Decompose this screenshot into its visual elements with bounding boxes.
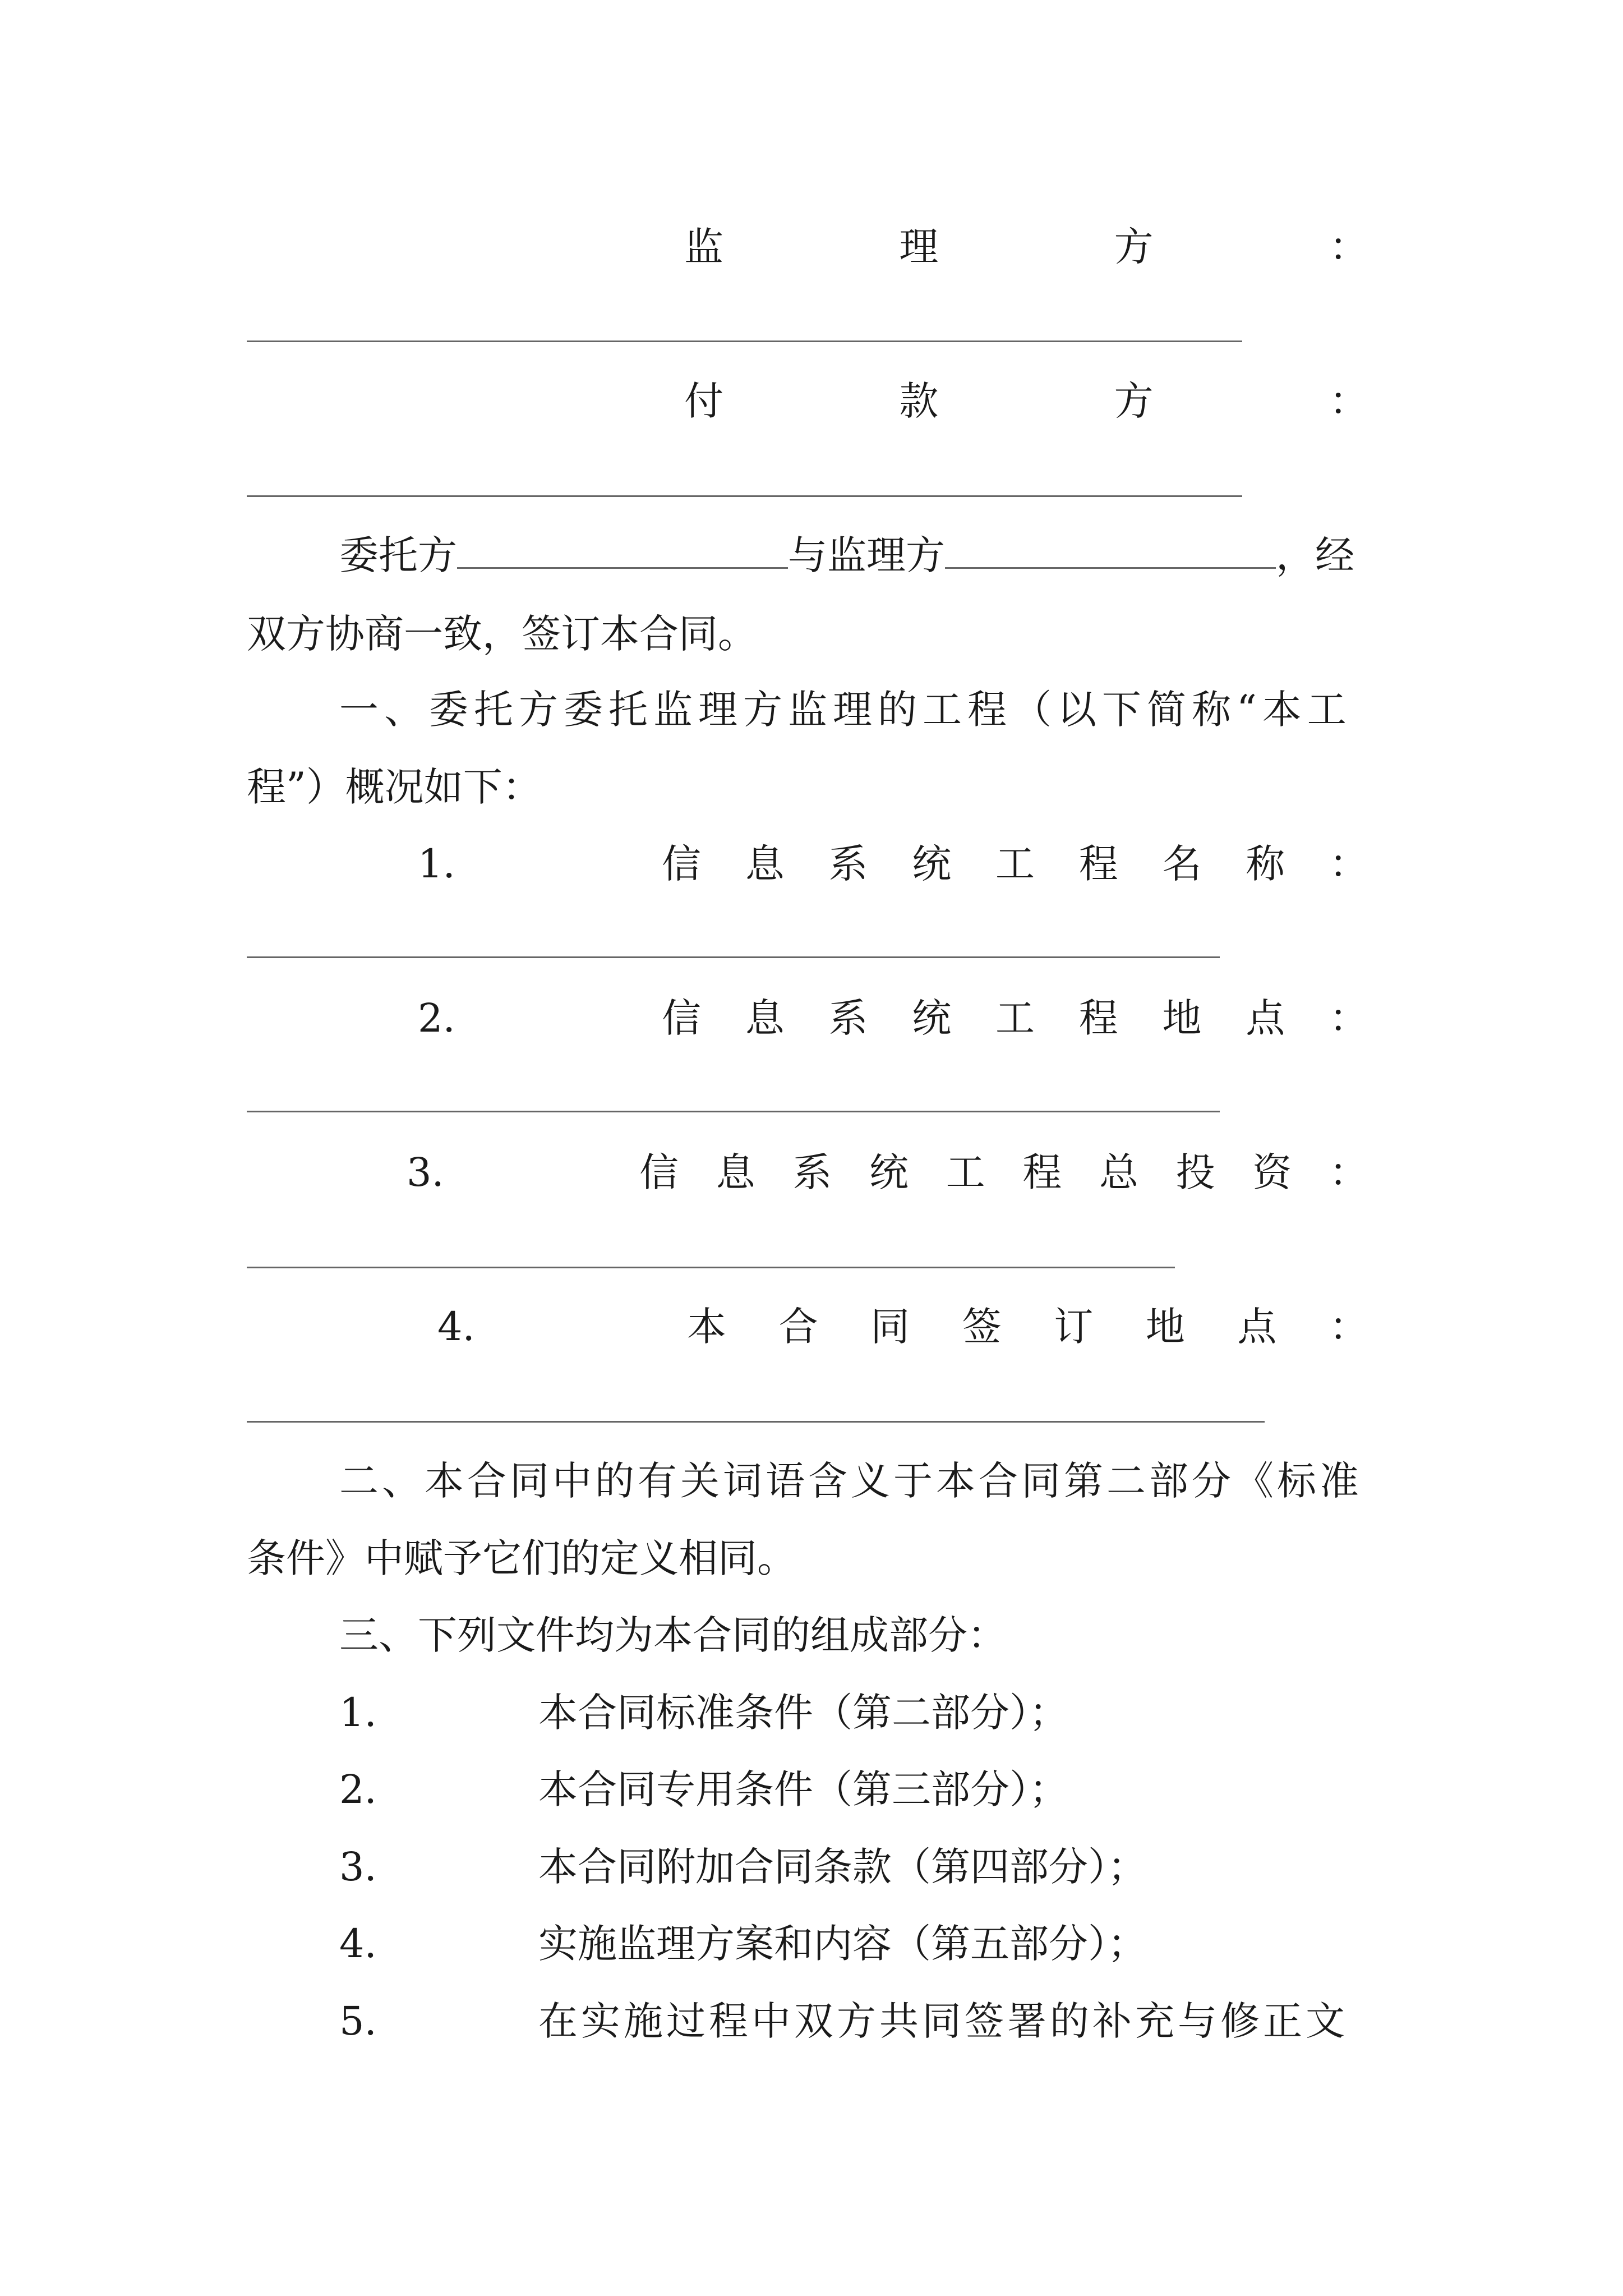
supervisor-name-blank xyxy=(945,533,1276,569)
item-number: 4. xyxy=(437,1304,475,1350)
label-colon: ： xyxy=(1329,841,1368,887)
label-char: 程 xyxy=(1078,841,1118,887)
label-char: 程 xyxy=(1078,995,1118,1041)
client-name-blank xyxy=(457,533,788,569)
document-list-text: 本合同专用条件（第三部分）； xyxy=(538,1766,1068,1812)
label-char: 工 xyxy=(995,841,1035,887)
label-char: 工 xyxy=(995,995,1035,1041)
intro-line-1 xyxy=(339,530,1394,581)
label-char: 点 xyxy=(1246,995,1285,1041)
label-char: 资 xyxy=(1252,1149,1292,1195)
intro-text-supervisor: 与监理方 xyxy=(788,532,945,578)
label-char: 本 xyxy=(687,1304,726,1350)
label-char: 统 xyxy=(869,1149,909,1195)
label-char: 订 xyxy=(1054,1304,1094,1350)
document-list-number: 4. xyxy=(339,1921,377,1967)
signing-location-label xyxy=(687,1301,1368,1352)
label-char: 统 xyxy=(912,841,952,887)
intro-line-2: 双方协商一致，签订本合同。 xyxy=(247,611,757,657)
label-char: 名 xyxy=(1162,841,1202,887)
intro-text-end: ，经 xyxy=(1276,532,1354,578)
project-investment-blank-rule xyxy=(247,1267,1175,1268)
section1-line-1: 一、委托方委托监理方监理的工程（以下简称“本工 xyxy=(339,687,1352,733)
supervisor-colon: ： xyxy=(1329,224,1368,270)
label-char: 信 xyxy=(639,1149,679,1195)
label-char: 系 xyxy=(828,995,868,1041)
payer-char: 款 xyxy=(899,378,939,424)
document-list-text: 本合同附加合同条款（第四部分）； xyxy=(538,1844,1147,1890)
label-char: 系 xyxy=(792,1149,832,1195)
signing-location-blank-rule xyxy=(247,1421,1265,1423)
label-char: 地 xyxy=(1162,995,1202,1041)
section3-heading: 三、下列文件均为本合同的组成部分： xyxy=(339,1612,1007,1658)
label-char: 工 xyxy=(946,1149,985,1195)
section1-line-2: 程”）概况如下： xyxy=(247,764,542,810)
document-list-number: 3. xyxy=(339,1844,377,1890)
item-number: 1. xyxy=(418,841,455,887)
document-list-text: 在实施过程中双方共同签署的补充与修正文 xyxy=(538,1998,1348,2044)
project-name-blank-rule xyxy=(247,956,1220,958)
supervisor-label-line xyxy=(684,222,1368,272)
document-list-text: 本合同标准条件（第二部分）； xyxy=(538,1690,1068,1736)
label-char: 息 xyxy=(745,841,785,887)
label-colon: ： xyxy=(1329,1304,1368,1350)
label-char: 签 xyxy=(962,1304,1002,1350)
payer-label-line xyxy=(684,376,1368,426)
supervisor-char: 监 xyxy=(684,224,723,270)
label-char: 地 xyxy=(1145,1304,1185,1350)
label-char: 信 xyxy=(662,995,701,1041)
label-char: 信 xyxy=(662,841,701,887)
intro-text-client: 委托方 xyxy=(339,532,457,578)
document-list-number: 2. xyxy=(339,1766,377,1812)
label-char: 系 xyxy=(828,841,868,887)
label-char: 息 xyxy=(716,1149,755,1195)
label-colon: ： xyxy=(1329,995,1368,1041)
supervisor-blank-rule xyxy=(247,341,1242,342)
label-char: 投 xyxy=(1175,1149,1215,1195)
payer-colon: ： xyxy=(1329,378,1368,424)
label-char: 合 xyxy=(778,1304,818,1350)
section2-line-2: 条件》中赋予它们的定义相同。 xyxy=(247,1535,796,1581)
item-number: 3. xyxy=(407,1149,444,1195)
label-char: 同 xyxy=(870,1304,910,1350)
payer-blank-rule xyxy=(247,495,1242,497)
payer-char: 方 xyxy=(1114,378,1154,424)
project-location-blank-rule xyxy=(247,1111,1220,1112)
supervisor-char: 理 xyxy=(899,224,939,270)
project-name-label xyxy=(662,839,1368,889)
supervisor-char: 方 xyxy=(1114,224,1154,270)
project-investment-label xyxy=(639,1147,1368,1198)
document-list-text: 实施监理方案和内容（第五部分）； xyxy=(538,1921,1147,1967)
document-list-number: 5. xyxy=(339,1998,377,2044)
label-char: 统 xyxy=(912,995,952,1041)
section2-line-1: 二、本合同中的有关词语含义于本合同第二部分《标准 xyxy=(339,1458,1362,1504)
payer-char: 付 xyxy=(684,378,723,424)
label-char: 程 xyxy=(1022,1149,1062,1195)
document-list-number: 1. xyxy=(339,1690,377,1736)
label-char: 点 xyxy=(1237,1304,1277,1350)
label-char: 息 xyxy=(745,995,785,1041)
project-location-label xyxy=(662,993,1368,1043)
item-number: 2. xyxy=(418,995,455,1041)
label-char: 称 xyxy=(1246,841,1285,887)
label-char: 总 xyxy=(1099,1149,1138,1195)
label-colon: ： xyxy=(1329,1149,1368,1195)
